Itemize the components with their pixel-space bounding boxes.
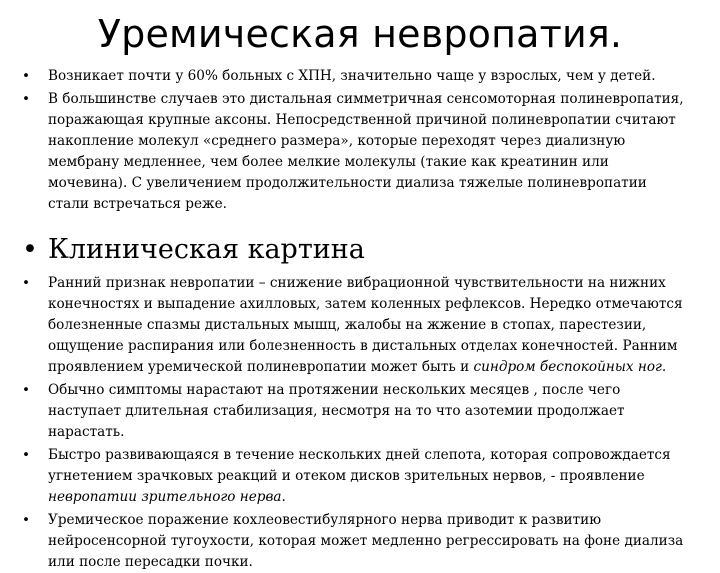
item-italic-term: синдром беспокойных ног [473, 359, 662, 375]
bullet-list [22, 66, 690, 573]
item-text: Уремическое поражение кохлеовестибулярного нерва приводит к развитию нейросенсорной тугоухости, которая может медленно регрессировать на фоне диализа или после пересадки почки. [48, 512, 684, 570]
item-text: Возникает почти у 60% больных с ХПН, значительно чаще у взрослых, чем у детей. [48, 68, 656, 84]
item-text: Ранний признак невропатии – снижение вибрационной чувствительности на нижних конечностях и выпадение ахилловых, затем коленных рефлексов. Нередко отмечаются болезненные спазмы дистальных мышц, жалобы на жжение в стопах, парестезии, ощущение распирания или болезненность в дистальных отделах конечностей. Ранним проявлением уремической полиневропатии может быть и [48, 275, 683, 375]
section-heading [22, 233, 690, 267]
section-heading-text: Клиническая картина [48, 234, 365, 265]
bullet-icon: • [22, 447, 31, 463]
item-text: Обычно симптомы нарастают на протяжении нескольких месяцев , после чего наступает длительная стабилизация, несмотря на то что азотемии продолжает нарастать. [48, 382, 625, 440]
bullet-icon: • [22, 275, 31, 291]
list-item [22, 273, 690, 378]
slide-title: Уремическая невропатия. [97, 12, 623, 56]
item-italic-term: невропатии зрительного нерва [48, 489, 282, 505]
bullet-icon: • [22, 234, 38, 265]
bullet-icon: • [22, 68, 31, 84]
list-item [22, 445, 690, 508]
list-item [22, 380, 690, 443]
item-text-end: . [281, 489, 286, 505]
list-item [22, 66, 690, 87]
bullet-icon: • [22, 512, 31, 528]
item-text: Быстро развивающаяся в течение нескольких дней слепота, которая сопровождается угнетением зрачковых реакций и отеком дисков зрительных нервов, - проявление [48, 447, 671, 484]
item-text-end: . [661, 359, 667, 375]
list-item [22, 510, 690, 573]
bullet-icon: • [22, 91, 31, 107]
list-item [22, 89, 690, 215]
item-text: В большинстве случаев это дистальная симметричная сенсомоторная полиневропатия, поражающая крупные аксоны. Непосредственной причиной полиневропатии считают накопление молекул «среднего размера», которые переходят через диализную мембрану медленнее, чем более мелкие молекулы (такие как креатинин или мочевина). С увеличением продолжительности диализа тяжелые полиневропатии стали встречаться реже. [48, 91, 684, 212]
bullet-icon: • [22, 382, 31, 398]
